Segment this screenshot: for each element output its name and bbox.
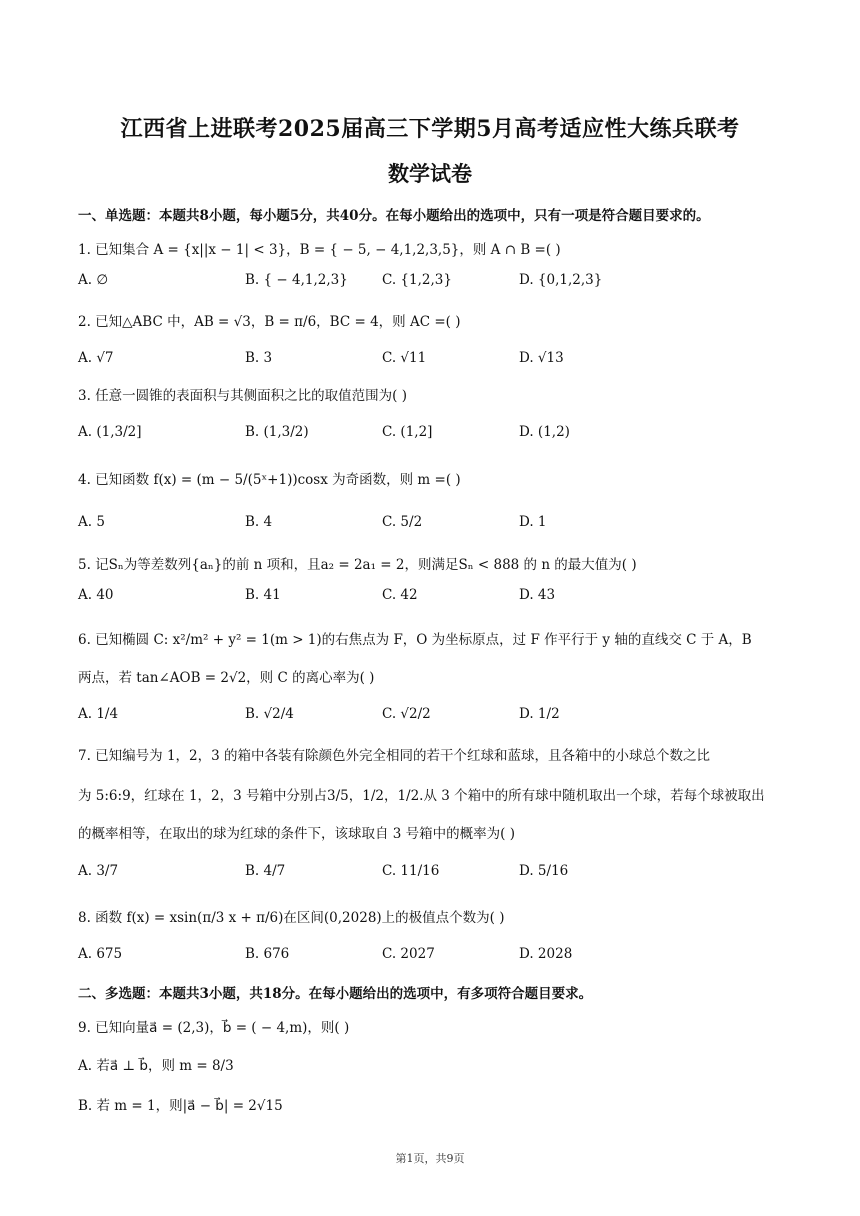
question-1-options [78, 272, 778, 292]
question-5-options [78, 587, 778, 607]
q3-option-b: B. (1,3/2) [245, 424, 309, 440]
question-6-options [78, 706, 778, 726]
question-4-stem: 4. 已知函数 f(x) = (m − 5/(5ˣ+1))cosx 为奇函数，则 m =( ) [78, 472, 461, 488]
q3-option-a: A. (1,3/2] [78, 424, 142, 440]
q2-option-c: C. √11 [382, 350, 427, 366]
q6-option-a: A. 1/4 [78, 706, 119, 722]
page-footer: 第1页，共9页 [395, 1152, 465, 1165]
section-2-heading: 二、多选题：本题共3小题，共18分。在每小题给出的选项中，有多项符合题目要求。 [78, 986, 593, 1002]
q1-option-b: B. { − 4,1,2,3} [245, 272, 348, 288]
question-7-stem-line-1: 7. 已知编号为 1，2，3 的箱中各装有除颜色外完全相同的若干个红球和蓝球，且各箱中的小球总个数之比 [78, 748, 711, 764]
question-6-stem-line-2: 两点，若 tan∠AOB = 2√2，则 C 的离心率为( ) [78, 670, 375, 686]
question-9-stem: 9. 已知向量a⃗ = (2,3)，b⃗ = ( − 4,m)，则( ) [78, 1020, 350, 1036]
q3-option-c: C. (1,2] [382, 424, 433, 440]
q3-option-d: D. (1,2) [519, 424, 570, 440]
q8-option-b: B. 676 [245, 946, 290, 962]
exam-title: 江西省上进联考2025届高三下学期5月高考适应性大练兵联考 [120, 116, 740, 142]
q2-option-d: D. √13 [519, 350, 564, 366]
question-7-stem-line-2: 为 5:6:9，红球在 1，2，3 号箱中分别占3/5，1/2，1/2.从 3 个箱中的所有球中随机取出一个球，若每个球被取出 [78, 788, 765, 804]
q4-option-a: A. 5 [78, 514, 105, 530]
q9-option-a: A. 若a⃗ ⊥ b⃗，则 m = 8/3 [78, 1058, 234, 1074]
section-1-heading: 一、单选题：本题共8小题，每小题5分，共40分。在每小题给出的选项中，只有一项是符合题目要求的。 [78, 208, 710, 224]
q7-option-c: C. 11/16 [382, 863, 440, 879]
q6-option-d: D. 1/2 [519, 706, 560, 722]
question-7-options [78, 863, 778, 883]
q4-option-c: C. 5/2 [382, 514, 423, 530]
q1-option-a: A. ∅ [78, 272, 109, 288]
question-2-stem: 2. 已知△ABC 中，AB = √3，B = π/6，BC = 4，则 AC =( ) [78, 314, 461, 330]
q9-option-b: B. 若 m = 1，则|a⃗ − b⃗| = 2√15 [78, 1098, 283, 1114]
question-2-options [78, 350, 778, 370]
question-7-stem-line-3: 的概率相等，在取出的球为红球的条件下，该球取自 3 号箱中的概率为( ) [78, 826, 515, 842]
q2-option-a: A. √7 [78, 350, 114, 366]
q8-option-a: A. 675 [78, 946, 123, 962]
q7-option-a: A. 3/7 [78, 863, 119, 879]
q6-option-b: B. √2/4 [245, 706, 294, 722]
question-4-options [78, 514, 778, 534]
q4-option-b: B. 4 [245, 514, 273, 530]
question-3-stem: 3. 任意一圆锥的表面积与其侧面积之比的取值范围为( ) [78, 388, 407, 404]
q5-option-d: D. 43 [519, 587, 556, 603]
q6-option-c: C. √2/2 [382, 706, 431, 722]
q5-option-c: C. 42 [382, 587, 418, 603]
question-5-stem: 5. 记Sₙ为等差数列{aₙ}的前 n 项和，且a₂ = 2a₁ = 2，则满足Sₙ < 888 的 n 的最大值为( ) [78, 557, 637, 573]
exam-subtitle: 数学试卷 [388, 161, 472, 186]
q1-option-c: C. {1,2,3} [382, 272, 452, 288]
q2-option-b: B. 3 [245, 350, 273, 366]
q8-option-c: C. 2027 [382, 946, 435, 962]
question-6-stem-line-1: 6. 已知椭圆 C: x²/m² + y² = 1(m > 1)的右焦点为 F，O 为坐标原点，过 F 作平行于 y 轴的直线交 C 于 A，B [78, 632, 752, 648]
q1-option-d: D. {0,1,2,3} [519, 272, 603, 288]
question-8-options [78, 946, 778, 966]
question-8-stem: 8. 函数 f(x) = xsin(π/3 x + π/6)在区间(0,2028)上的极值点个数为( ) [78, 910, 505, 926]
q7-option-b: B. 4/7 [245, 863, 286, 879]
question-1-stem: 1. 已知集合 A = {x||x − 1| < 3}，B = { − 5, − 4,1,2,3,5}，则 A ∩ B =( ) [78, 242, 561, 258]
q7-option-d: D. 5/16 [519, 863, 569, 879]
q8-option-d: D. 2028 [519, 946, 573, 962]
q4-option-d: D. 1 [519, 514, 547, 530]
q5-option-a: A. 40 [78, 587, 114, 603]
q5-option-b: B. 41 [245, 587, 281, 603]
question-3-options [78, 424, 778, 444]
